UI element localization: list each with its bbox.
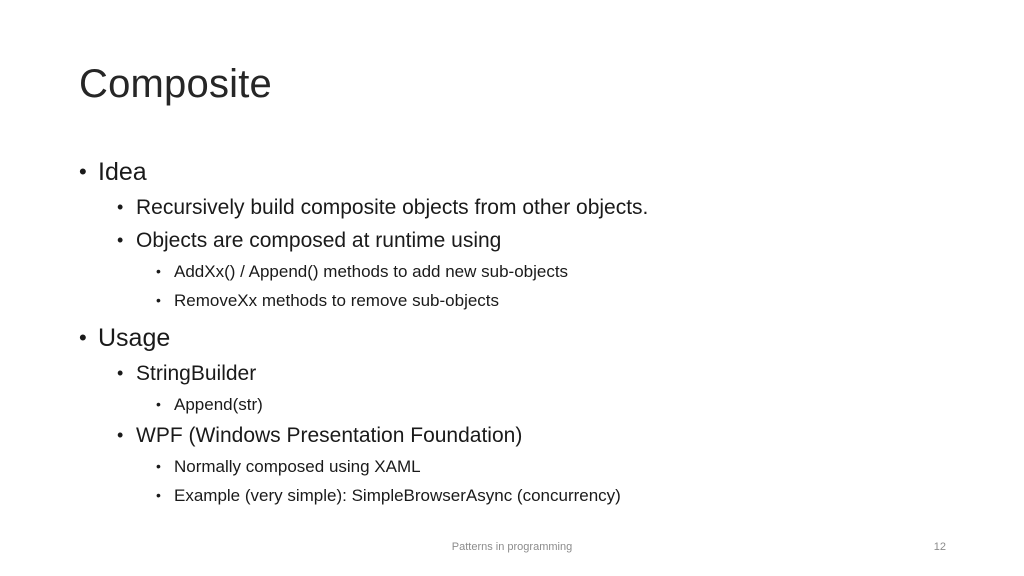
bullet-dot-icon: • [117, 425, 124, 445]
bullet-dot-icon: • [156, 487, 161, 503]
bullet-dot-icon: • [156, 396, 161, 412]
bullet-list [79, 155, 979, 510]
bullet-usage-item-2-sub-1-text: Normally composed using XAML [174, 457, 421, 476]
bullet-idea-item-1 [79, 191, 979, 224]
bullet-usage-item-2-sub-1 [79, 452, 979, 481]
bullet-usage-item-2-text: WPF (Windows Presentation Foundation) [136, 424, 523, 447]
bullet-usage-item-1-sub-1 [79, 390, 979, 419]
bullet-dot-icon: • [156, 292, 161, 308]
bullet-dot-icon: • [79, 159, 87, 184]
bullet-dot-icon: • [117, 363, 124, 383]
bullet-idea-item-1-text: Recursively build composite objects from other objects. [136, 196, 649, 219]
bullet-idea-label: Idea [98, 158, 147, 186]
bullet-dot-icon: • [156, 263, 161, 279]
bullet-dot-icon: • [117, 197, 124, 217]
bullet-usage-item-2-sub-2 [79, 481, 979, 510]
bullet-usage-item-1 [79, 357, 979, 390]
bullet-idea-item-2-sub-2 [79, 286, 979, 315]
bullet-usage-label: Usage [98, 324, 171, 352]
bullet-dot-icon: • [117, 230, 124, 250]
bullet-idea [79, 155, 979, 189]
bullet-idea-item-2-text: Objects are composed at runtime using [136, 229, 502, 252]
bullet-dot-icon: • [156, 458, 161, 474]
bullet-usage-item-1-text: StringBuilder [136, 362, 257, 385]
slide-title: Composite [79, 62, 272, 106]
slide-footer: Patterns in programming [451, 541, 573, 553]
bullet-usage-item-2 [79, 419, 979, 452]
bullet-idea-item-2 [79, 224, 979, 257]
bullet-idea-item-2-sub-1 [79, 257, 979, 286]
bullet-usage-item-2-sub-2-text: Example (very simple): SimpleBrowserAsync (concurrency) [174, 486, 621, 505]
bullet-idea-item-2-sub-1-text: AddXx() / Append() methods to add new sub-objects [174, 262, 569, 281]
bullet-idea-item-2-sub-2-text: RemoveXx methods to remove sub-objects [174, 291, 500, 310]
page-number: 12 [933, 541, 946, 553]
bullet-usage [79, 321, 979, 355]
bullet-usage-item-1-sub-1-text: Append(str) [174, 395, 263, 414]
bullet-dot-icon: • [79, 325, 87, 350]
